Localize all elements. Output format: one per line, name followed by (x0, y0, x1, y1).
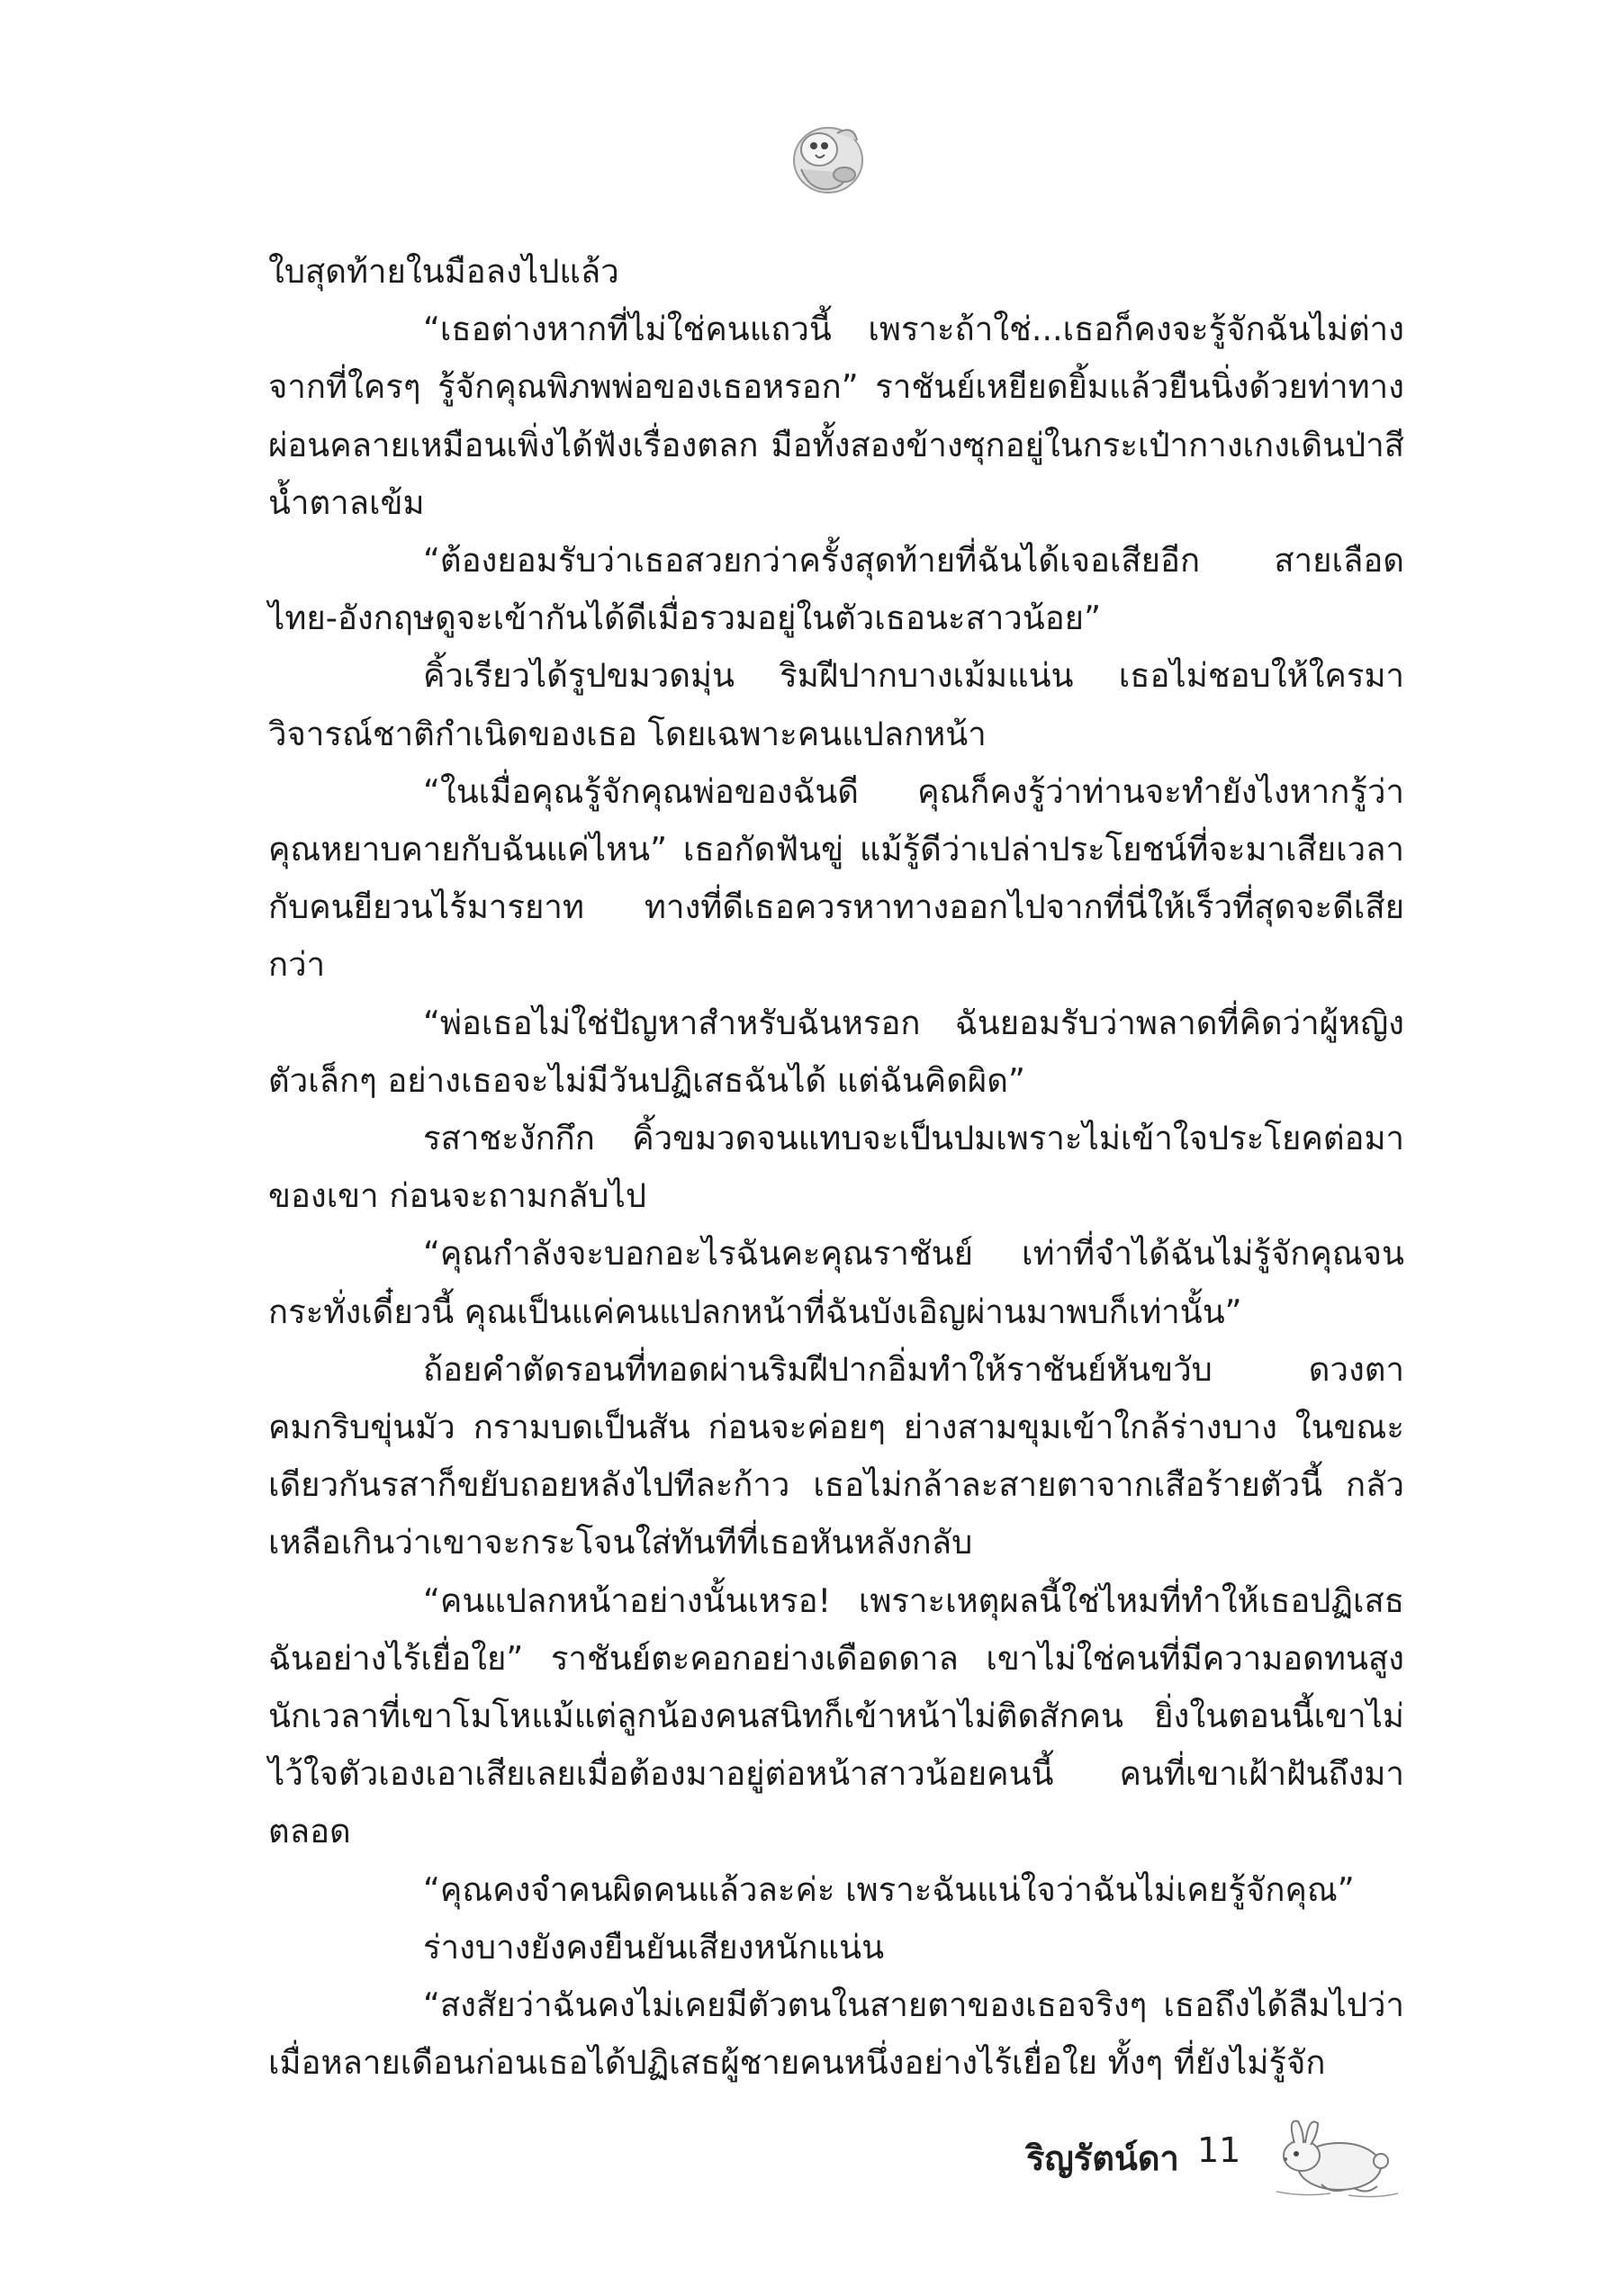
paragraph: “ต้องยอมรับว่าเธอสวยกว่าครั้งสุดท้ายที่ฉันได้เจอเสียอีก สายเลือดไทย-อังกฤษดูจะเข้ากันได้ดีเมื่อรวมอยู่ในตัวเธอนะสาวน้อย” (268, 541, 1404, 638)
rabbit-icon (1267, 2111, 1402, 2201)
paragraph: ร่างบางยังคงยืนยันเสียงหนักแน่น (423, 1927, 885, 1967)
paragraph: ใบสุดท้ายในมือลงไปแล้ว (268, 252, 619, 291)
paragraph: “คุณกำลังจะบอกอะไรฉันคะคุณราชันย์ เท่าที่จำได้ฉันไม่รู้จักคุณจนกระทั่งเดี๋ยวนี้ คุณเป็นแค่คนแปลกหน้าที่ฉันบังเอิญผ่านมาพบก็เท่านั้น” (268, 1234, 1404, 1331)
paragraph: รสาชะงักกึก คิ้วขมวดจนแทบจะเป็นปมเพราะไม่เข้าใจประโยคต่อมาของเขา ก่อนจะถามกลับไป (268, 1119, 1404, 1216)
paragraph: คิ้วเรียวได้รูปขมวดมุ่น ริมฝีปากบางเม้มแน่น เธอไม่ชอบให้ใครมาวิจารณ์ชาติกำเนิดของเธอ โดยเฉพาะคนแปลกหน้า (268, 656, 1404, 753)
paragraph: ถ้อยคำตัดรอนที่ทอดผ่านริมฝีปากอิ่มทำให้ราชันย์หันขวับ ดวงตาคมกริบขุ่นมัว กรามบดเป็นสัน ก่อนจะค่อยๆ ย่างสามขุมเข้าใกล้ร่างบาง ในขณะเดียวกันรสาก็ขยับถอยหลังไปทีละก้าว เธอไม่กล้าละสายตาจากเสือร้ายตัวนี้ กลัวเหลือเกินว่าเขาจะกระโจนใส่ทันทีที่เธอหันหลังกลับ (268, 1349, 1404, 1562)
paragraph: “คนแปลกหน้าอย่างนั้นเหรอ! เพราะเหตุผลนี้ใช่ไหมที่ทำให้เธอปฏิเสธฉันอย่างไร้เยื่อใย” ราชันย์ตะคอกอย่างเดือดดาล เขาไม่ใช่คนที่มีความอดทนสูงนักเวลาที่เขาโมโหแม้แต่ลูกน้องคนสนิทก็เข้าหน้าไม่ติดสักคน ยิ่งในตอนนี้เขาไม่ไว้ใจตัวเองเอาเสียเลยเมื่อต้องมาอยู่ต่อหน้าสาวน้อยคนนี้ คนที่เขาเฝ้าฝันถึงมาตลอด (268, 1580, 1404, 1851)
story-text (268, 243, 1404, 2093)
paragraph: “สงสัยว่าฉันคงไม่เคยมีตัวตนในสายตาของเธอจริงๆ เธอถึงได้ลืมไปว่าเมื่อหลายเดือนก่อนเธอได้ปฏิเสธผู้ชายคนหนึ่งอย่างไร้เยื่อใย ทั้งๆ ที่ยังไม่รู้จัก (268, 1985, 1404, 2083)
page-number: 11 (1197, 2130, 1241, 2170)
paragraph: “คุณคงจำคนผิดคนแล้วละค่ะ เพราะฉันแน่ใจว่าฉันไม่เคยรู้จักคุณ” (423, 1869, 1355, 1909)
page-footer (1026, 2111, 1413, 2201)
paragraph: “ในเมื่อคุณรู้จักคุณพ่อของฉันดี คุณก็คงรู้ว่าท่านจะทำยังไงหากรู้ว่าคุณหยาบคายกับฉันแค่ไหน” เธอกัดฟันขู่ แม้รู้ดีว่าเปล่าประโยชน์ที่จะมาเสียเวลากับคนยียวนไร้มารยาท ทางที่ดีเธอควรหาทางออกไปจากที่นี่ให้เร็วที่สุดจะดีเสียกว่า (268, 771, 1404, 985)
author-name: ริญรัตน์ดา (1026, 2138, 1179, 2178)
paragraph: “พ่อเธอไม่ใช่ปัญหาสำหรับฉันหรอก ฉันยอมรับว่าพลาดที่คิดว่าผู้หญิงตัวเล็กๆ อย่างเธอจะไม่มีวันปฏิเสธฉันได้ แต่ฉันคิดผิด” (268, 1003, 1404, 1100)
paragraph: “เธอต่างหากที่ไม่ใช่คนแถวนี้ เพราะถ้าใช่...เธอก็คงจะรู้จักฉันไม่ต่างจากที่ใครๆ รู้จักคุณพิภพพ่อของเธอหรอก” ราชันย์เหยียดยิ้มแล้วยืนนิ่งด้วยท่าทางผ่อนคลายเหมือนเพิ่งได้ฟังเรื่องตลก มือทั้งสองข้างซุกอยู่ในกระเป๋ากางเกงเดินป่าสีน้ำตาลเข้ม (268, 310, 1404, 522)
cartoon-bird-icon (774, 106, 882, 205)
